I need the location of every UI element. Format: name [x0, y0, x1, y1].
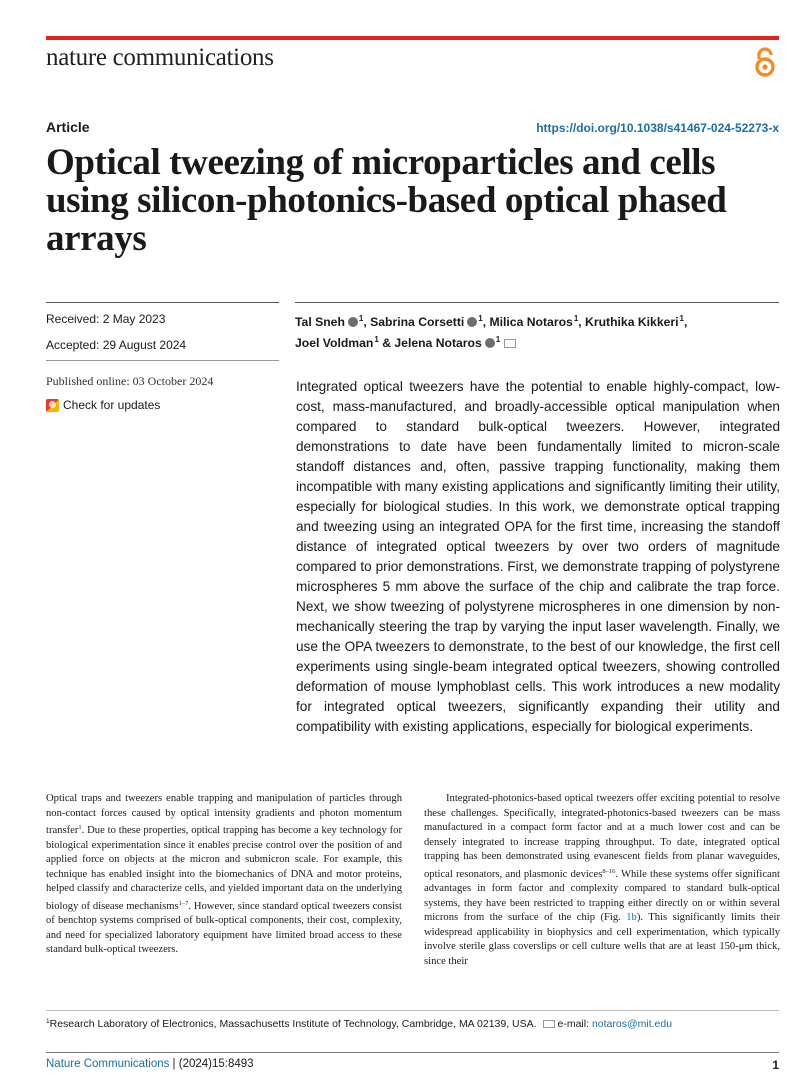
- divider: [295, 302, 779, 303]
- author-name[interactable]: Sabrina Corsetti: [370, 315, 465, 329]
- footer-volume: | (2024)15:8493: [169, 1058, 254, 1070]
- footnote-divider: [46, 1010, 779, 1011]
- citation-ref[interactable]: 1: [78, 824, 82, 831]
- author-name[interactable]: Jelena Notaros: [394, 336, 482, 350]
- email-icon: [543, 1020, 555, 1028]
- author-name[interactable]: Joel Voldman: [295, 336, 374, 350]
- abstract: Integrated optical tweezers have the potential to enable highly-compact, low-cost, mass-manufactured, and broadly-accessible optical manipulation when compared to standard bulk-optical tweezers. However, integrated demonstrations to date have been fundamentally limited to micron-scale standoff distances and, often, passive trapping functionality, making them incompatible with many existing applications and significantly limiting their utility, especially for biological studies. In this work, we demonstrate optical trapping and tweezing using an integrated OPA for the first time, increasing the standoff distance of integrated optical tweezers by over two orders of magnitude compared to prior demonstrations. First, we demonstrate trapping of polystyrene microspheres 5 mm above the surface of the chip and calibrate the trap force. Next, we show tweezing of polystyrene microspheres in one dimension by non-mechanically steering the trap by varying the input laser wavelength. Finally, we use the OPA tweezers to demonstrate, to the best of our knowledge, the first cell experiments using single-beam integrated optical tweezers, showing controlled deformation of mouse lymphoblast cells. This work introduces a new modality for integrated optical tweezers, significantly expanding their utility and compatibility with existing applications, especially for biological experiments.: [296, 379, 780, 734]
- accepted-date: Accepted: 29 August 2024: [46, 338, 187, 352]
- open-access-lock-icon: [752, 46, 778, 78]
- received-date: Received: 2 May 2023: [46, 312, 166, 326]
- orcid-icon[interactable]: [485, 338, 495, 348]
- orcid-icon[interactable]: [348, 317, 358, 327]
- affiliation-mark: 1: [46, 1018, 50, 1025]
- affiliation-footnote: [46, 1018, 672, 1030]
- journal-name: nature communications: [46, 44, 274, 71]
- figure-ref-link[interactable]: 1b: [626, 912, 637, 923]
- body-text: . While these systems offer significant advantages in form factor and complexity compared to standard bulk-optical systems, they have been restricted to trapping either directly on or within several microns from the surface of the chip (Fig.: [424, 868, 781, 923]
- author-name[interactable]: Tal Sneh: [295, 315, 345, 329]
- body-text: Integrated-photonics-based optical tweezers offer exciting potential to resolve these challenges. Specifically, integrated-photonics-based tweezers can be mass manufactured in a compact form factor and at a much lower cost and can be densely integrated to increase trapping throughput. To date, integrated optical trapping has been demonstrated using evanescent fields from planar waveguides, optical resonators, and plasmonic devices: [424, 793, 780, 880]
- check-for-updates-button[interactable]: [46, 398, 286, 412]
- email-label: e-mail:: [557, 1018, 590, 1030]
- affiliation-text: Research Laboratory of Electronics, Massachusetts Institute of Technology, Cambridge, MA 02139, USA.: [49, 1018, 537, 1030]
- affiliation-mark: 1: [573, 314, 579, 323]
- footer-journal-link[interactable]: Nature Communications: [46, 1058, 170, 1070]
- article-title: Optical tweezing of microparticles and cells using silicon-photonics-based optical phased arrays: [46, 142, 727, 259]
- email-icon[interactable]: [504, 339, 516, 348]
- article-type-label: Article: [46, 119, 90, 135]
- article-dates: [46, 312, 286, 412]
- divider: [46, 360, 279, 361]
- author-list: Tal Sneh $^1$, Sabrina Corsetti $^1$, Milica Notaros$^1$, Kruthika Kikkeri$^1$, Joel Voldman$^1$ & Jelena Notaros $^1$: [295, 314, 688, 350]
- page-number: 1: [772, 1058, 779, 1072]
- divider: [46, 302, 279, 303]
- body-column-left: [46, 792, 402, 958]
- crossmark-icon: [46, 399, 59, 412]
- affiliation-mark: 1: [358, 314, 364, 323]
- email-link[interactable]: notaros@mit.edu: [591, 1018, 673, 1030]
- body-text: . Due to these properties, optical trapping has become a key technology for biological experimentation since it enables precise control over the position of and applied force on objects at the micron and submicron scale. For example, this technique has enabled insight into the biomechanics of DNA and motor proteins, helped classify and characterize cells, and yielded important data on the underlying biology of disease mechanisms: [46, 825, 402, 912]
- check-for-updates-label: Check for updates: [63, 398, 161, 412]
- author-conjunction: &: [382, 336, 391, 350]
- body-text: ). This significantly limits their widespread applicability in biophysics and cell experimentation, which typically involve sterile glass coverslips or cell culture wells that are at least 150-μm thick, since their: [424, 912, 781, 967]
- published-date: Published online: 03 October 2024: [46, 374, 214, 388]
- author-name[interactable]: Milica Notaros: [489, 315, 573, 329]
- affiliation-mark: 1: [478, 314, 483, 323]
- orcid-icon[interactable]: [467, 317, 477, 327]
- body-text: . However, since standard optical tweezers consist of benchtop systems comprised of bulk-optical components, their cost, complexity, and need for specialized laboratory equipment have limited broad access to these standard bulk-optical tweezers.: [46, 900, 402, 955]
- footer-divider: [46, 1052, 779, 1053]
- citation-ref[interactable]: 1–7: [178, 899, 189, 907]
- affiliation-mark: 1: [495, 335, 501, 344]
- citation-ref[interactable]: 8–16: [602, 867, 616, 875]
- body-text: Optical traps and tweezers enable trapping and manipulation of particles through non-contact forces caused by optical intensity gradients and photon momentum transfer: [46, 793, 402, 836]
- affiliation-mark: 1: [679, 314, 684, 323]
- affiliation-mark: 1: [374, 335, 379, 344]
- author-name[interactable]: Kruthika Kikkeri: [585, 315, 679, 329]
- doi-link[interactable]: https://doi.org/10.1038/s41467-024-52273-x: [536, 121, 779, 135]
- footer-citation: [46, 1058, 254, 1070]
- header-accent-bar: [46, 36, 779, 40]
- body-column-right: [424, 792, 780, 969]
